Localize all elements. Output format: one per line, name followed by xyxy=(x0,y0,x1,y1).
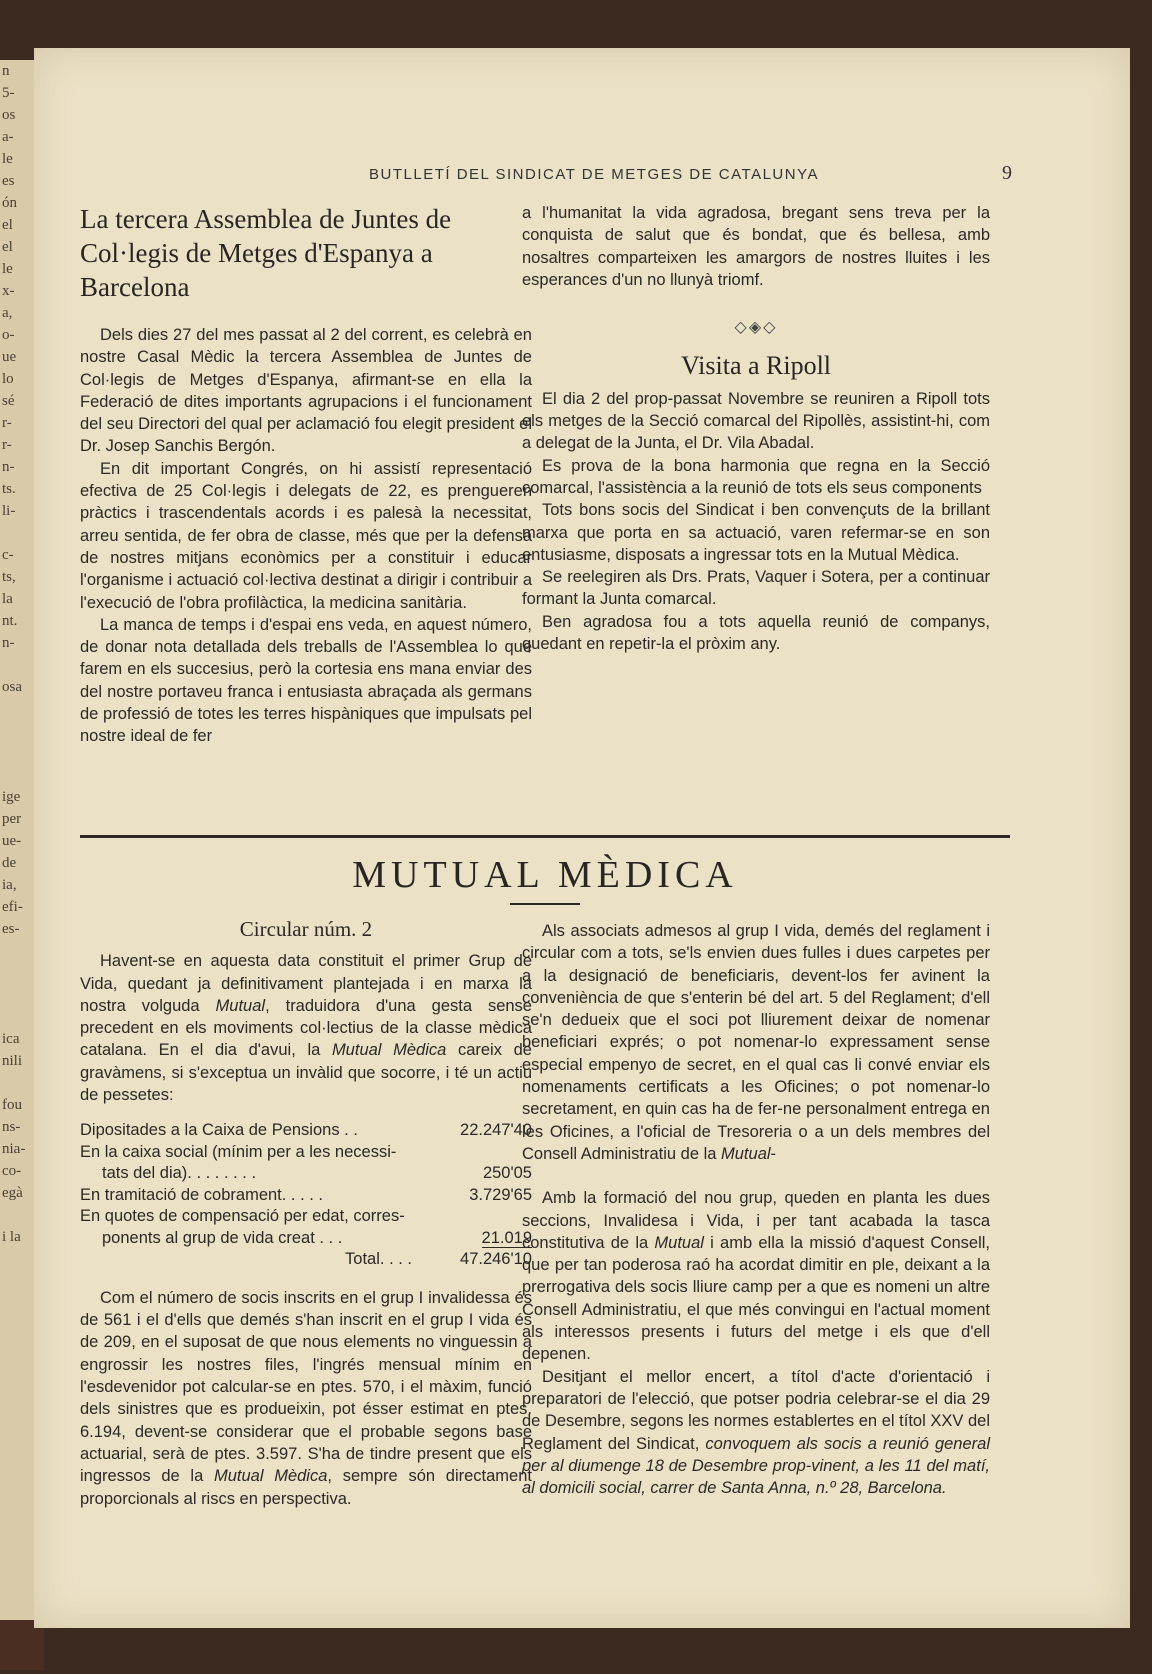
prev-page-fragment: li- xyxy=(2,503,16,519)
article1-paragraph: En dit important Congrés, on hi assistí representació efectiva de 25 Col·legis i delegats de 22, es prengueren pràctics i trascendentals acords i es palesà la necessitat, arreu sentida, de fer obra de classe, més que per la defensa de nostres mitjans econòmics per a constituir i educar l'organisme i actuació col·lectiva destinat a dirigir i contribuir a l'execució de l'obra profilàctica, la medicina sanitària. xyxy=(80,459,532,612)
ledger-row: En quotes de compensació per edat, corres- xyxy=(80,1207,405,1226)
prev-page-fragment: i la xyxy=(2,1229,21,1245)
prev-page-fragment: efi- xyxy=(2,899,23,915)
prev-page-fragment: c- xyxy=(2,547,14,563)
article2-paragraph: El dia 2 del prop-passat Novembre se reuniren a Ripoll tots els metges de la Secció comarcal del Ripollès, assistint-hi, com a delegat de la Junta, el Dr. Vila Abadal. xyxy=(522,389,990,453)
prev-page-fragment: ica xyxy=(2,1031,20,1047)
prev-page-fragment: egà xyxy=(2,1185,23,1201)
prev-page-fragment: x- xyxy=(2,283,15,299)
prev-page-fragment xyxy=(0,940,34,962)
article1-paragraph: La manca de temps i d'espai ens veda, en aquest número, de donar nota detallada dels treballs de l'Assemblea lo que farem en els succesius, però la cortesia ens mana enviar des del nostre portaveu franca i entusiasta abraçada als germans de professió de totes les terres hispàniques que impulsats pel nostre ideal de fer xyxy=(80,615,532,746)
prev-page-fragment: le xyxy=(2,261,13,277)
prev-page-fragment: n xyxy=(2,63,10,79)
circular-paragraph: Com el número de socis inscrits en el grup I invalidessa és de 561 i el d'ells que demés s'han inscrit en el grup I vida és de 209, en el suposat de que nous elements no vinguessin a engrossir les nostres files, l'ingrés mensual mínim en l'esdevenidor pot calcular-se en ptes. 570, i el màxim, funció dels sinistres que es produeixin, pot ésser estimat en ptes. 6.194, devent-se considerar que el probable segons base actuarial, serà de ptes. 3.597. S'ha de tindre present que els ingressos de la Mutual Mèdica, sempre són directament proporcionals al riscs en perspectiva. xyxy=(80,1288,532,1508)
prev-page-fragment: sé xyxy=(2,393,15,409)
prev-page-fragment: ue xyxy=(2,349,17,365)
prev-page-fragment: ue- xyxy=(2,833,22,849)
article2-paragraph: Se reelegiren als Drs. Prats, Vaquer i Sotera, per a continuar formant la Junta comarcal. xyxy=(522,568,990,609)
prev-page-fragment: le xyxy=(2,151,13,167)
ledger-last-amount: 21.019 xyxy=(481,1228,532,1247)
page xyxy=(34,48,1130,1628)
right-top-column xyxy=(522,202,990,655)
article2-paragraph: Ben agradosa fou a tots aquella reunió de companys, quedant en repetir-la el pròxim any. xyxy=(522,612,990,654)
prev-page-fragment xyxy=(0,1204,34,1226)
mutual-banner: MUTUAL MÈDICA xyxy=(352,854,738,896)
prev-page-fragment: 5- xyxy=(2,85,15,101)
total-amount: 47.246'10 xyxy=(460,1250,532,1269)
prev-page-fragment: per xyxy=(2,811,22,827)
prev-page-fragment xyxy=(0,764,34,786)
prev-page-fragment: ia, xyxy=(2,877,17,893)
prev-page-fragment: ts, xyxy=(2,569,16,585)
prev-page-fragment: n- xyxy=(2,635,15,651)
prev-page-fragment: nia- xyxy=(2,1141,26,1157)
prev-page-fragment xyxy=(0,698,34,720)
prev-page-fragment xyxy=(0,742,34,764)
circular-title: Circular núm. 2 xyxy=(239,917,373,941)
article1-column xyxy=(80,202,532,748)
prev-page-fragment: es xyxy=(2,173,15,189)
prev-page-fragment: ns- xyxy=(2,1119,21,1135)
circular-paragraph: Als associats admesos al grup I vida, demés del reglament i circular com a tots, se'ls envien dues fulles i dues carpetes per a la designació de beneficiaris, devent-los fer avinent la conveniència de que s'enterin bé del art. 5 del Reglament; d'ell se'n dedueix que el soci pot lliurement deixar de nomenar beneficiari exprés; o pot nomenar-lo expressament sense especial empenyo de secret, en el qual cas li convé enviar els nomenaments certificats a les Oficines; o pot nomenar-lo secretament, en quin cas ha de fer-ne personalment entrega en les Oficines, a l'oficial de Tresoreria o a un dels membres del Consell Administratiu de la Mutual- xyxy=(522,922,990,1163)
prev-page-fragment: lo xyxy=(2,371,14,387)
article2-title: Visita a Ripoll xyxy=(680,351,832,381)
ledger-row: Dipositades a la Caixa de Pensions . . 22.247'40 xyxy=(80,1121,532,1140)
article2-paragraph: Tots bons socis del Sindicat i ben convençuts de la brillant marxa que porta en sa actuació, varen refermar-se en son entusiasme, disposats a ingressar tots en la Mutual Mèdica. xyxy=(522,501,990,564)
prev-page-fragment: osa xyxy=(2,679,22,695)
page-number: 9 xyxy=(1002,162,1012,184)
circular-column xyxy=(80,918,532,1510)
prev-page-fragment: el xyxy=(2,239,13,255)
prev-page-fragment: fou xyxy=(2,1097,22,1113)
prev-page-fragment: a, xyxy=(2,305,13,321)
prev-page-fragment: r- xyxy=(2,437,12,453)
circular-paragraph: Desitjant el mellor encert, a títol d'acte d'orientació i preparatori de l'elecció, que potser podria celebrar-se el dia 29 de Desembre, segons les normes establertes en el títol XXV del Reglament del Sindicat, convoquem als socis a reunió general per al diumenge 18 de Desembre prop-vinent, a les 11 del matí, al domicili social, carrer de Santa Anna, n.º 28, Barcelona. xyxy=(522,1367,990,1498)
prev-page-fragment: es- xyxy=(2,921,20,937)
prev-page-fragment: ige xyxy=(2,789,21,805)
prev-page-fragment: a- xyxy=(2,129,14,145)
prev-page-fragment: ts. xyxy=(2,481,16,497)
article1-paragraph: Dels dies 27 del mes passat al 2 del corrent, es celebrà en nostre Casal Mèdic la tercera Assemblea de Juntes de Col·legis de Metges d'Espanya, afirmant-se en ella la Federació de dites importants agrupacions i el funcionament del seu Directori del qual per aclamació fou elegit president el Dr. Josep Sanchis Bergón. xyxy=(80,326,532,456)
ledger-row: En la caixa social (mínim per a les necessi- xyxy=(80,1142,397,1161)
prev-page-fragment xyxy=(0,654,34,676)
prev-page-fragment: o- xyxy=(2,327,15,343)
assets-ledger xyxy=(80,1120,532,1271)
circular-paragraph: Amb la formació del nou grup, queden en planta les dues seccions, Invalidesa i Vida, i per tant acabada la tasca constitutiva de la Mutual i amb ella la missió d'aquest Consell, que per tan poderosa raó ha acordat dimitir en ple, deixant a la prerrogativa dels socis lliure camp per a que es nomeni un altre Consell Administratiu, el que més convingui en l'actual moment als interessos presents i futurs del metge i els que d'ell depenen. xyxy=(522,1189,990,1364)
prev-page-fragment xyxy=(0,1072,34,1094)
prev-page-fragment: os xyxy=(2,107,16,123)
banner-underline xyxy=(510,903,580,905)
prev-page-fragment: de xyxy=(2,855,17,871)
prev-page-fragment: r- xyxy=(2,415,12,431)
prev-page-fragment: el xyxy=(2,217,13,233)
article2-paragraph: Es prova de la bona harmonia que regna en la Secció comarcal, l'assistència a la reunió de tots els seus components xyxy=(522,456,990,497)
ledger-row: ponents al grup de vida creat . . . 21.019 xyxy=(102,1228,532,1247)
article1-title: La tercera Assemblea de Juntes de Col·legis de Metges d'Espanya a Barcelona xyxy=(80,204,452,302)
prev-page-fragment: nt. xyxy=(2,613,18,629)
prev-page-fragment: la xyxy=(2,591,13,607)
circular-intro: Havent-se en aquesta data constituit el primer Grup de Vida, quedant ja definitivament plantejada i en marxa la nostra volguda Mutual, traduidora d'una gesta sense precedent en els moviments col·lectius de la classe mèdica catalana. En el dia d'avui, la Mutual Mèdica careix de gravàmens, si s'exceptua un invàlid que socorre, i té un actiu de pessetes: xyxy=(80,952,532,1105)
prev-page-fragment xyxy=(0,1006,34,1028)
running-head: BUTLLETÍ DEL SINDICAT DE METGES DE CATALUNYA xyxy=(369,166,819,183)
previous-page-edge xyxy=(0,60,34,1620)
total-label: Total. . . . xyxy=(345,1250,412,1269)
circular-right-column xyxy=(522,920,990,1499)
ledger-total-row xyxy=(80,1249,532,1271)
article1-continuation: a l'humanitat la vida agradosa, bregant sens treva per la conquista de salut que és bondat, que és bellesa, amb nosaltres comparteixen les amargors de nostres lluites i les esperances d'un no llunyà triomf. xyxy=(522,204,990,289)
prev-page-fragment xyxy=(0,962,34,984)
prev-page-fragment: n- xyxy=(2,459,15,475)
prev-page-fragment: nili xyxy=(2,1053,23,1069)
prev-page-fragment: co- xyxy=(2,1163,22,1179)
prev-page-fragment xyxy=(0,984,34,1006)
ornament-divider: ◇◈◇ xyxy=(734,319,778,337)
ledger-row: En tramitació de cobrament. . . . . 3.729'65 xyxy=(80,1185,532,1204)
prev-page-fragment xyxy=(0,522,34,544)
ledger-row: tats del dia). . . . . . . . 250'05 xyxy=(102,1164,532,1183)
prev-page-fragment xyxy=(0,720,34,742)
prev-page-fragment: ón xyxy=(2,195,17,211)
section-rule xyxy=(80,835,1010,838)
